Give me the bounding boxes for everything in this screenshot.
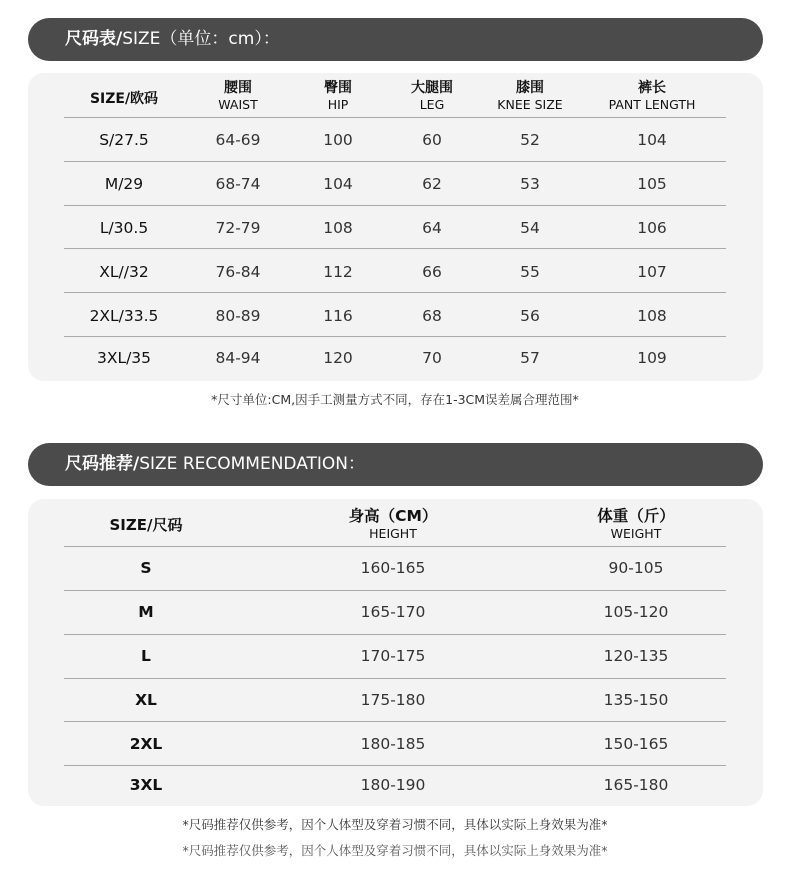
size-recommendation-cell: 120-135	[603, 647, 669, 665]
size-table-header-2-zh: 臀围	[324, 80, 352, 96]
size-recommendation-banner-subtitle: SIZE RECOMMENDATION：	[139, 454, 366, 474]
size-recommendation-size-cell: 3XL	[129, 776, 163, 794]
size-recommendation-divider	[64, 590, 726, 591]
size-table-cell: 106	[637, 219, 667, 237]
size-table-divider	[64, 336, 726, 337]
size-table-divider	[64, 248, 726, 249]
size-table-header-3-en: LEG	[419, 97, 445, 112]
size-recommendation-header-0: SIZE/尺码	[109, 516, 183, 534]
size-recommendation-cell: 135-150	[603, 691, 669, 709]
size-table-header-5-en: PANT LENGTH	[608, 97, 696, 112]
size-table-cell: 104	[323, 175, 353, 193]
size-recommendation-divider	[64, 765, 726, 766]
size-recommendation-cell: 165-180	[603, 776, 669, 794]
size-table-size-cell: L/30.5	[99, 219, 149, 237]
size-table-cell: 68-74	[215, 175, 261, 193]
size-recommendation-size-cell: L	[141, 647, 151, 665]
size-recommendation-cell: 180-190	[360, 776, 426, 794]
size-recommendation-header-2-en: WEIGHT	[610, 526, 662, 541]
size-recommendation-divider	[64, 546, 726, 547]
size-table-header-4-zh: 膝围	[516, 80, 544, 96]
size-recommendation-cell: 105-120	[603, 603, 669, 621]
size-recommendation-cell: 180-185	[360, 735, 426, 753]
size-table-cell: 120	[323, 349, 353, 367]
size-recommendation-cell: 175-180	[360, 691, 426, 709]
size-table-divider	[64, 205, 726, 206]
size-recommendation-banner-title: 尺码推荐/	[65, 454, 140, 474]
size-table-cell: 116	[323, 307, 353, 325]
size-table-cell: 53	[520, 175, 540, 193]
size-table-cell: 62	[422, 175, 442, 193]
size-table-cell: 104	[637, 131, 667, 149]
size-recommendation-header-1-en: HEIGHT	[369, 526, 417, 541]
size-table-divider	[64, 117, 726, 118]
size-table-header-3-zh: 大腿围	[411, 80, 453, 96]
size-table-cell: 55	[520, 263, 540, 281]
size-table-header-1-zh: 腰围	[224, 80, 252, 96]
size-recommendation-note: *尺码推荐仅供参考，因个人体型及穿着习惯不同，具体以实际上身效果为准*	[182, 817, 608, 832]
size-table-cell: 54	[520, 219, 540, 237]
size-recommendation-size-cell: XL	[135, 691, 157, 709]
size-table-cell: 70	[422, 349, 442, 367]
size-table-banner-subtitle: SIZE（单位：cm）：	[122, 29, 280, 49]
size-table-cell: 57	[520, 349, 540, 367]
size-table-cell: 80-89	[215, 307, 261, 325]
size-table-cell: 68	[422, 307, 442, 325]
size-table-size-cell: M/29	[104, 175, 144, 193]
size-recommendation-size-cell: 2XL	[129, 735, 163, 753]
size-table-size-cell: S/27.5	[99, 131, 149, 149]
size-recommendation-banner	[28, 443, 763, 486]
size-table-header-1-en: WAIST	[218, 97, 258, 112]
size-table-header-0: SIZE/欧码	[89, 91, 159, 107]
size-table-banner-title: 尺码表/	[65, 29, 123, 49]
size-table-header-2-en: HIP	[327, 97, 349, 112]
size-recommendation-divider	[64, 678, 726, 679]
size-table-cell: 76-84	[215, 263, 261, 281]
size-table-cell: 105	[637, 175, 667, 193]
size-recommendation-size-cell: M	[138, 603, 154, 621]
size-recommendation-cell: 170-175	[360, 647, 426, 665]
size-table-cell: 108	[323, 219, 353, 237]
size-table-banner	[28, 18, 763, 61]
size-table-cell: 84-94	[215, 349, 261, 367]
size-recommendation-header-1-zh: 身高（CM）	[348, 507, 438, 525]
size-table-cell: 64-69	[215, 131, 261, 149]
size-recommendation-divider	[64, 721, 726, 722]
size-recommendation-cell: 160-165	[360, 559, 426, 577]
size-table-size-cell: 3XL/35	[96, 349, 152, 367]
size-table-cell: 52	[520, 131, 540, 149]
size-table-header-4-en: KNEE SIZE	[497, 97, 563, 112]
size-recommendation-divider	[64, 634, 726, 635]
size-table-cell: 108	[637, 307, 667, 325]
size-table-cell: 60	[422, 131, 442, 149]
size-table-size-cell: XL//32	[99, 263, 149, 281]
size-table-cell: 66	[422, 263, 442, 281]
size-table-cell: 72-79	[215, 219, 261, 237]
size-table-cell: 107	[637, 263, 667, 281]
size-recommendation-cell: 90-105	[608, 559, 664, 577]
size-table-divider	[64, 292, 726, 293]
size-table-cell: 112	[323, 263, 353, 281]
size-recommendation-cell: 165-170	[360, 603, 426, 621]
size-table-note: *尺寸单位:CM,因手工测量方式不同，存在1-3CM误差属合理范围*	[211, 392, 579, 407]
size-recommendation-note-cropped-repeat: *尺码推荐仅供参考，因个人体型及穿着习惯不同，具体以实际上身效果为准*	[182, 843, 608, 858]
size-table-cell: 56	[520, 307, 540, 325]
size-recommendation-header-2-zh: 体重（斤）	[597, 507, 675, 525]
size-table-size-cell: 2XL/33.5	[89, 307, 159, 325]
size-recommendation-size-cell: S	[140, 559, 152, 577]
size-recommendation-cell: 150-165	[603, 735, 669, 753]
size-table-cell: 109	[637, 349, 667, 367]
size-table-cell: 64	[422, 219, 442, 237]
size-table-cell: 100	[323, 131, 353, 149]
size-table-header-5-zh: 裤长	[638, 80, 666, 96]
size-table-divider	[64, 161, 726, 162]
